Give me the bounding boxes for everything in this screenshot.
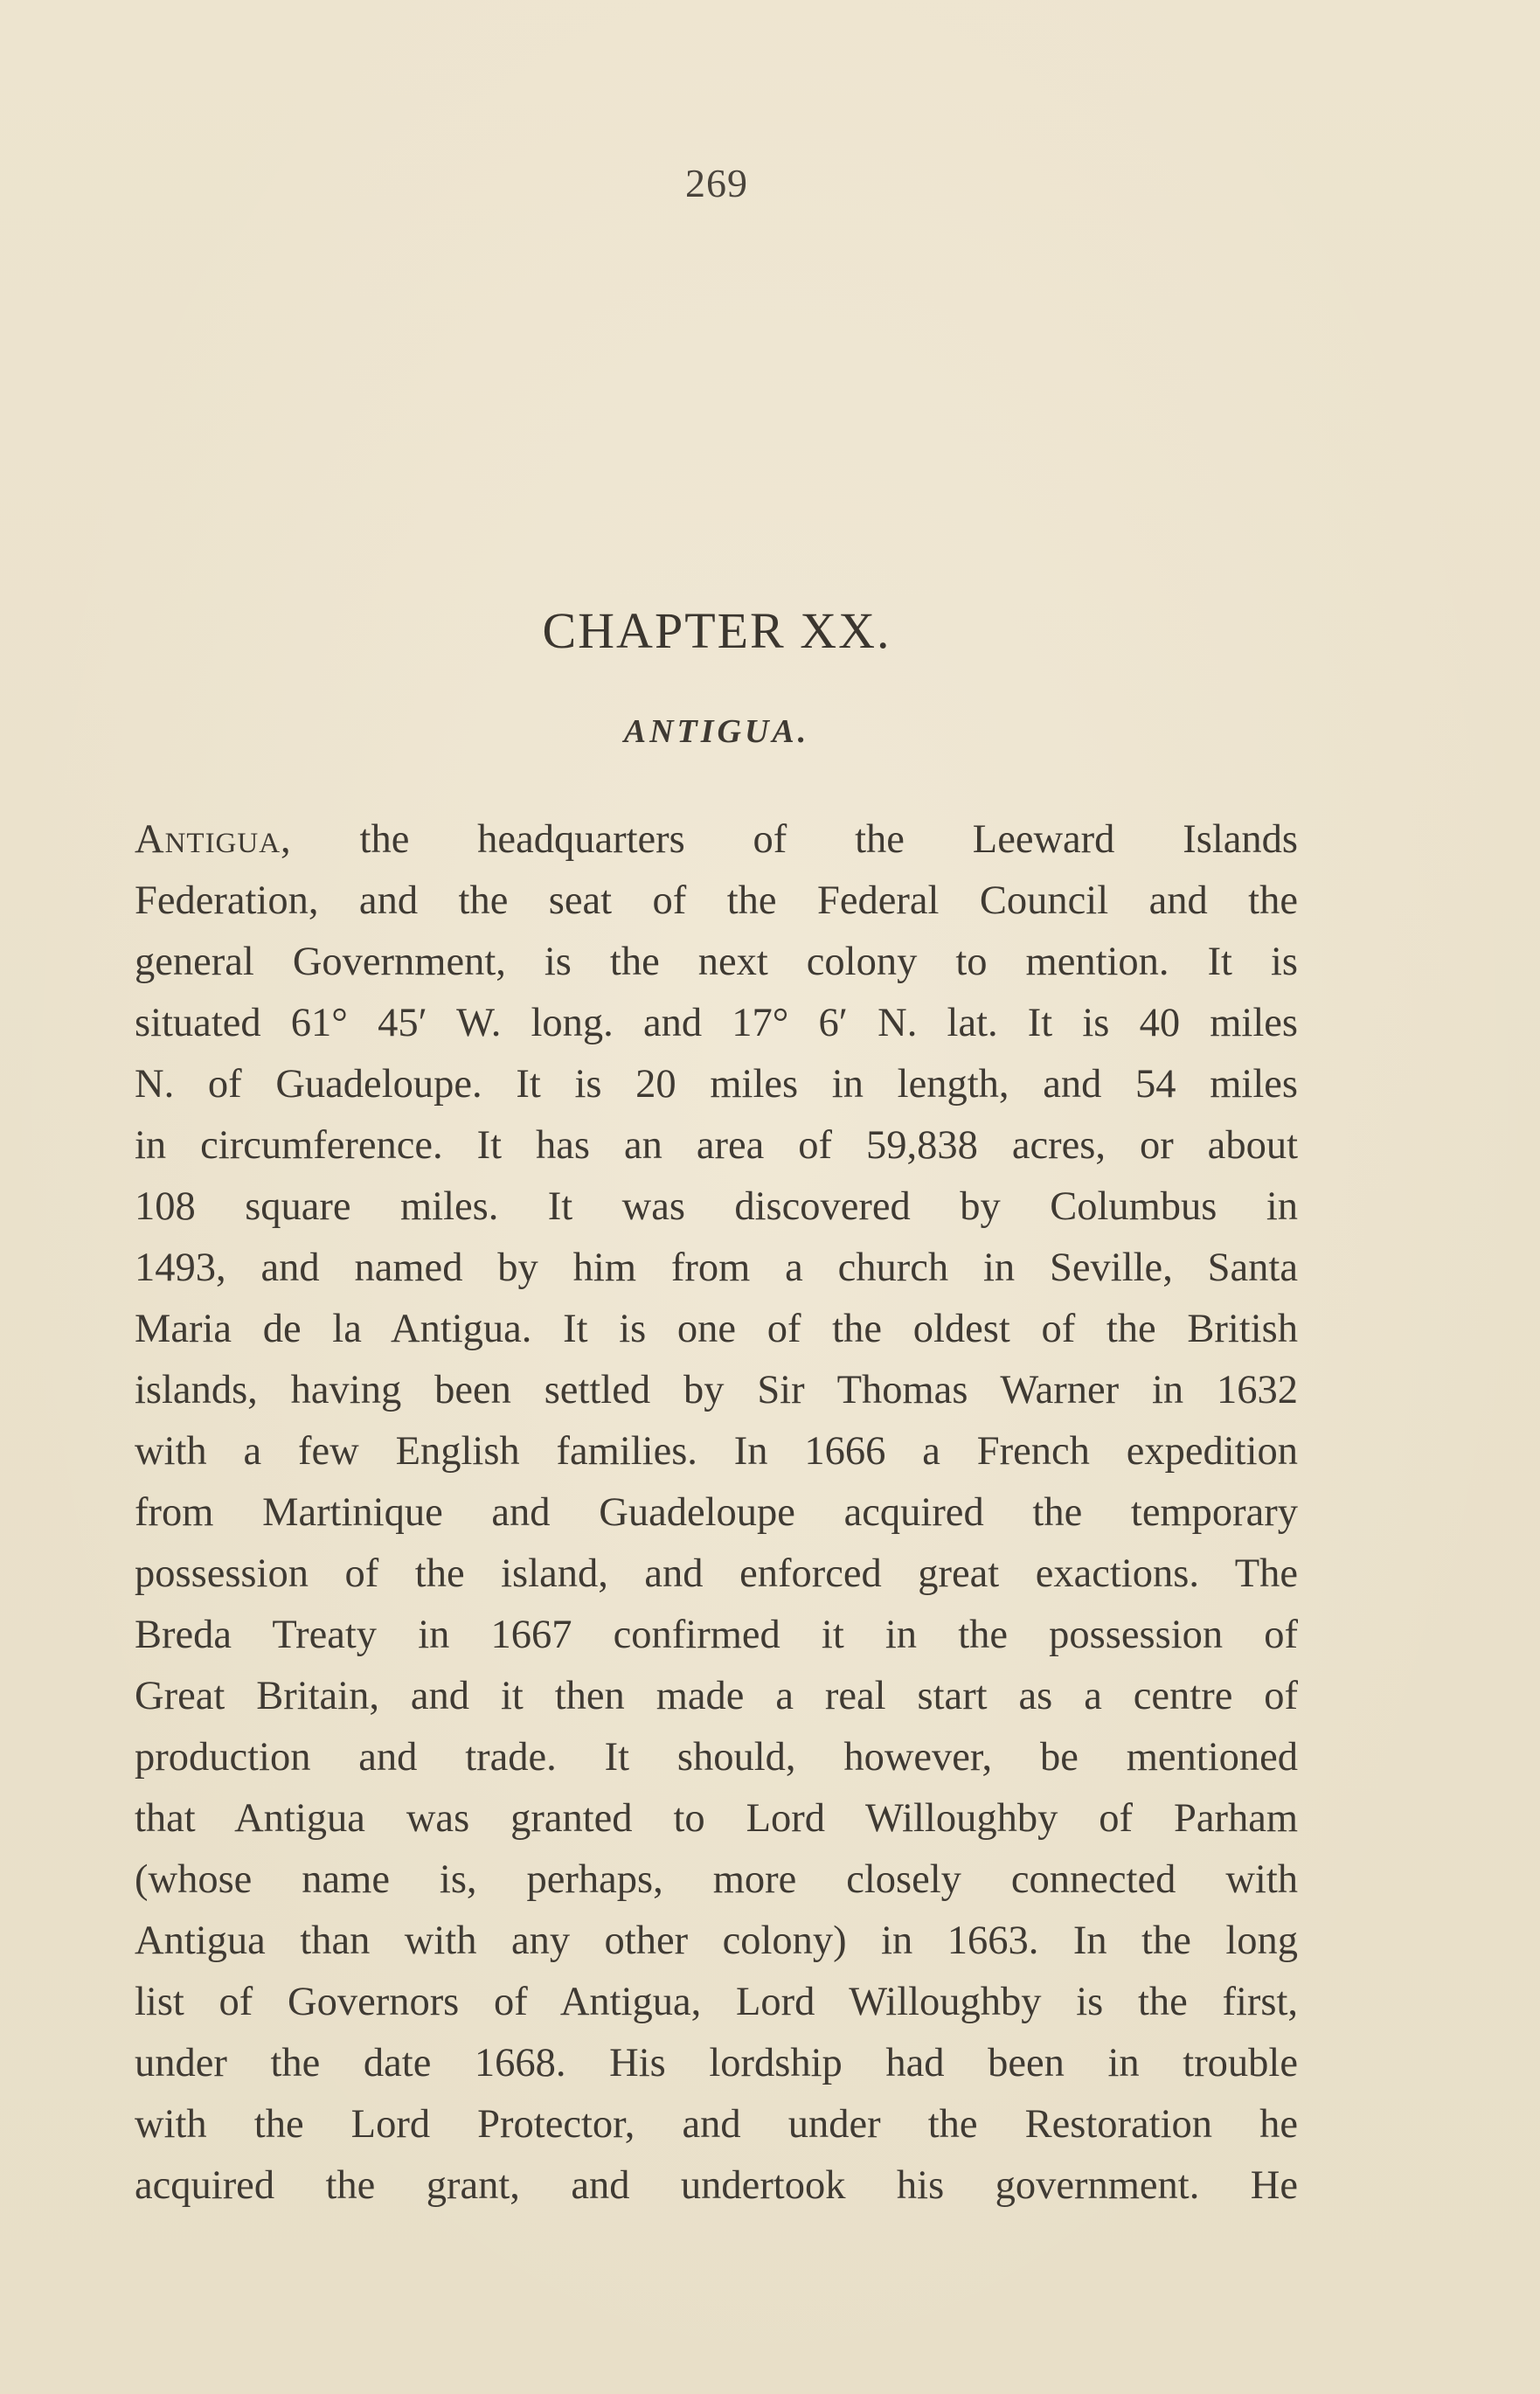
text-line: that Antigua was granted to Lord Willoughby of Parham bbox=[135, 1796, 1298, 1841]
text-line: Antigua than with any other colony) in 1663. In the long bbox=[135, 1919, 1298, 1963]
text-line: Great Britain, and it then made a real start as a centre of bbox=[135, 1674, 1298, 1718]
text-line: under the date 1668. His lordship had been in trouble bbox=[135, 2041, 1298, 2085]
text-line: list of Governors of Antigua, Lord Willoughby is the first, bbox=[135, 1980, 1298, 2024]
text-line: situated 61° 45′ W. long. and 17° 6′ N. lat. It is 40 miles bbox=[135, 1001, 1298, 1045]
text-line: possession of the island, and enforced great exactions. The bbox=[135, 1551, 1298, 1596]
first-word: Antigua, bbox=[135, 817, 292, 862]
text-line: 108 square miles. It was discovered by Columbus in bbox=[135, 1184, 1298, 1229]
chapter-title: CHAPTER XX. bbox=[542, 602, 891, 659]
text-line: 1493, and named by him from a church in Seville, Santa bbox=[135, 1246, 1298, 1290]
text-line: acquired the grant, and undertook his government. He bbox=[135, 2163, 1298, 2208]
text-line: Maria de la Antigua. It is one of the oldest of the British bbox=[135, 1307, 1298, 1351]
line-text: the headquarters of the Leeward Islands bbox=[291, 817, 1298, 862]
text-line: islands, having been settled by Sir Thomas Warner in 1632 bbox=[135, 1368, 1298, 1412]
chapter-body-text bbox=[135, 809, 1298, 2217]
chapter-subtitle: ANTIGUA. bbox=[623, 713, 810, 750]
text-line: Federation, and the seat of the Federal Council and the bbox=[135, 878, 1298, 923]
page-number: 269 bbox=[685, 161, 748, 205]
text-line: general Government, is the next colony to mention. It is bbox=[135, 940, 1298, 984]
text-line: (whose name is, perhaps, more closely connected with bbox=[135, 1857, 1298, 1902]
text-line: with the Lord Protector, and under the Restoration he bbox=[135, 2102, 1298, 2147]
text-line: with a few English families. In 1666 a French expedition bbox=[135, 1429, 1298, 1474]
text-line: in circumference. It has an area of 59,838 acres, or about bbox=[135, 1123, 1298, 1168]
text-line: N. of Guadeloupe. It is 20 miles in length, and 54 miles bbox=[135, 1062, 1298, 1107]
text-line: production and trade. It should, however, be mentioned bbox=[135, 1735, 1298, 1780]
text-line: Breda Treaty in 1667 confirmed it in the possession of bbox=[135, 1613, 1298, 1657]
text-line: from Martinique and Guadeloupe acquired the temporary bbox=[135, 1490, 1298, 1535]
text-line bbox=[135, 809, 1298, 871]
